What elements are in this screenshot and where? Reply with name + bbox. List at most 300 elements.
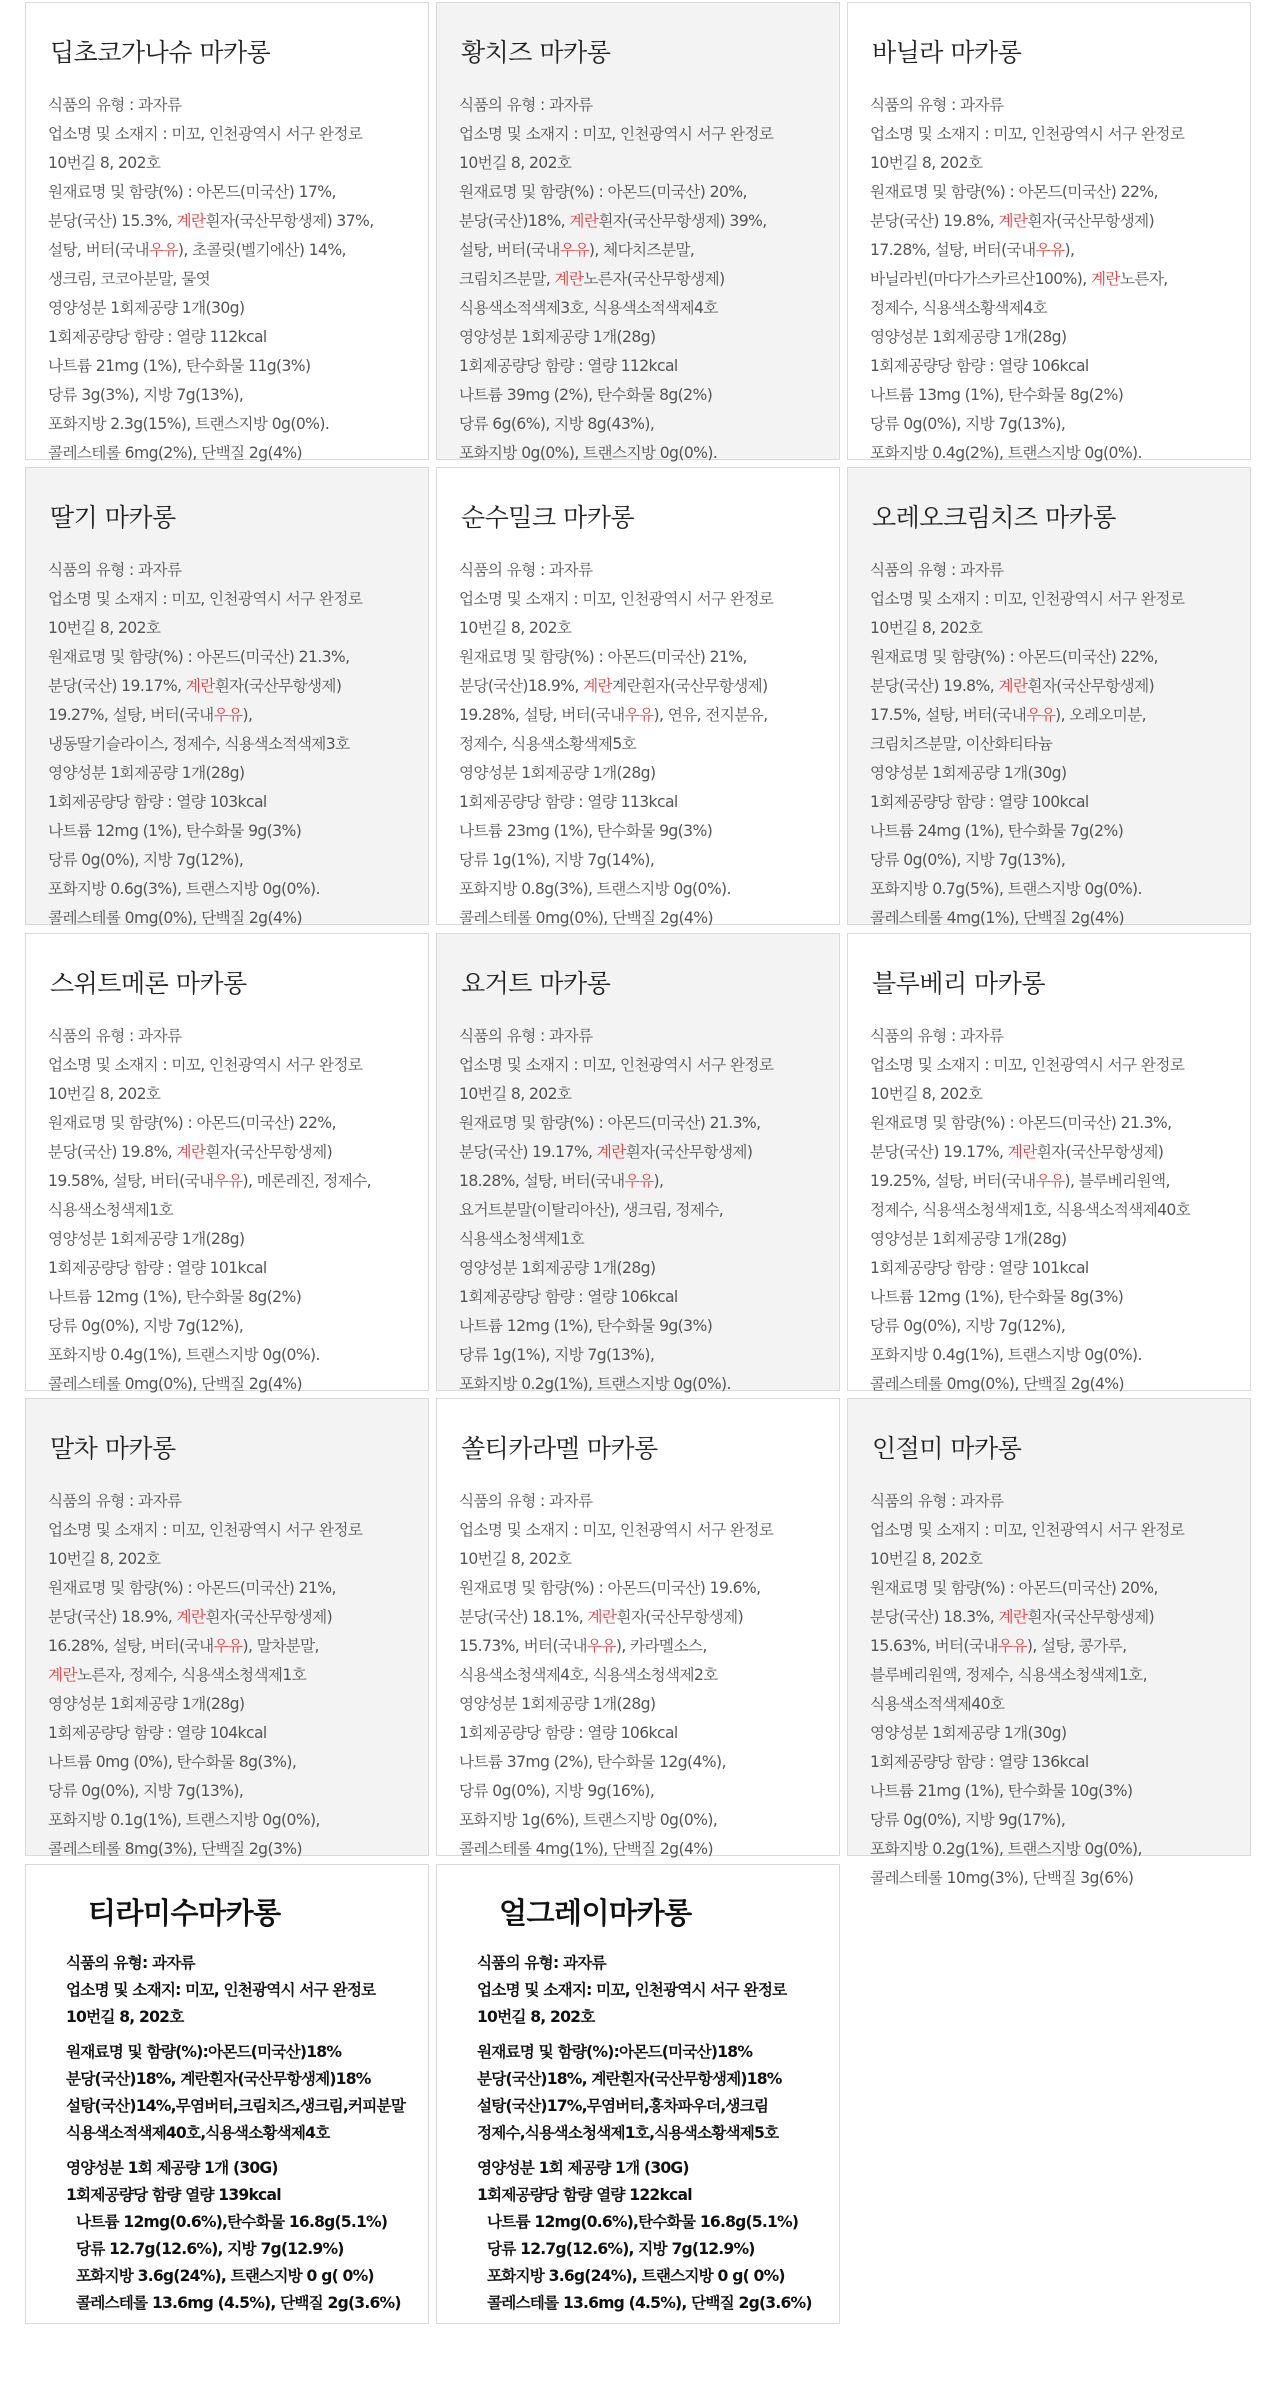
info-line (459, 1341, 817, 1370)
info-text: 포화지방 0.1g(1%), 트랜스지방 0g(0%), (48, 1811, 320, 1829)
info-text: 냉동딸기슬라이스, 정제수, 식용색소적색제3호 (48, 735, 350, 753)
info-line (459, 1167, 817, 1196)
product-title: 티라미수마카롱 (88, 1896, 281, 1930)
info-text: 포화지방 3.6g(24%), 트랜스지방 0 g( 0%) (76, 2267, 374, 2285)
info-text: 콜레스테롤 0mg(0%), 단백질 2g(4%) (48, 909, 302, 927)
info-text: 포화지방 1g(6%), 트랜스지방 0g(0%), (459, 1811, 718, 1829)
info-line (477, 2004, 817, 2031)
info-text: 포화지방 0g(0%), 트랜스지방 0g(0%). (459, 444, 718, 462)
info-text: 업소명 및 소재지 : 미꼬, 인천광역시 서구 완정로 (870, 1056, 1185, 1074)
info-line (48, 294, 406, 323)
info-line (459, 904, 817, 933)
info-text: 1회제공량당 함량 : 열량 112kcal (48, 328, 267, 346)
info-line (459, 236, 817, 265)
info-line (459, 730, 817, 759)
info-text: 콜레스테롤 10mg(3%), 단백질 3g(6%) (870, 1869, 1134, 1887)
product-title: 쏠티카라멜 마카롱 (461, 1434, 658, 1463)
info-text: 분당(국산) 18.1%, (459, 1608, 588, 1626)
info-text: 식품의 유형: 과자류 (66, 1954, 195, 1972)
info-text: 업소명 및 소재지 : 미꼬, 인천광역시 서구 완정로 (870, 1521, 1185, 1539)
info-text: 업소명 및 소재지 : 미꼬, 인천광역시 서구 완정로 (870, 590, 1185, 608)
info-text: 정제수, 식용색소황색제4호 (870, 299, 1048, 317)
info-text: ), 블루베리원액, (1064, 1172, 1170, 1190)
info-text: 분당(국산) 19.17%, (48, 677, 186, 695)
info-line (48, 904, 406, 933)
info-line (459, 1661, 817, 1690)
info-line (459, 178, 817, 207)
info-text: ), (653, 1172, 664, 1190)
allergen-highlight: 계란 (583, 677, 613, 695)
info-text: 당류 0g(0%), 지방 7g(13%), (870, 851, 1066, 869)
info-text: 10번길 8, 202호 (870, 1550, 983, 1568)
info-line (66, 1977, 406, 2004)
info-text: 나트륨 23mg (1%), 탄수화물 9g(3%) (459, 822, 713, 840)
product-card (436, 2, 840, 460)
info-line (870, 1167, 1228, 1196)
info-text: 원재료명 및 함량(%) : 아몬드(미국산) 20%, (870, 1579, 1158, 1597)
info-line (48, 788, 406, 817)
info-text: 식품의 유형: 과자류 (477, 1954, 606, 1972)
info-line (870, 701, 1228, 730)
product-title: 스위트메론 마카롱 (50, 969, 247, 998)
info-text: 분당(국산) 18.9%, (48, 1608, 177, 1626)
info-text: 1회제공량당 함량 : 열량 100kcal (870, 793, 1089, 811)
info-text: 영양성분 1회 제공량 1개 (30G) (477, 2159, 689, 2177)
info-text: 업소명 및 소재지: 미꼬, 인천광역시 서구 완정로 (477, 1981, 787, 1999)
info-text: 1회제공량당 함량 : 열량 112kcal (459, 357, 678, 375)
info-text: 업소명 및 소재지 : 미꼬, 인천광역시 서구 완정로 (459, 1521, 774, 1539)
info-line (48, 91, 406, 120)
info-text: 19.58%, 설탕, 버터(국내 (48, 1172, 214, 1190)
info-line (459, 1603, 817, 1632)
info-line (870, 265, 1228, 294)
info-line (459, 1022, 817, 1051)
info-line (870, 1574, 1228, 1603)
nutrition-info (459, 1950, 817, 2317)
info-line (459, 1516, 817, 1545)
info-text: 영양성분 1회제공량 1개(28g) (870, 1230, 1067, 1248)
info-text: 원재료명 및 함량(%) : 아몬드(미국산) 21.3%, (459, 1114, 761, 1132)
info-line (459, 759, 817, 788)
info-text: ), 말차분말, (242, 1637, 319, 1655)
info-line (48, 1196, 406, 1225)
info-text: 식품의 유형 : 과자류 (870, 1492, 1004, 1510)
info-line (48, 178, 406, 207)
allergen-highlight: 우유 (1026, 706, 1056, 724)
info-text: 10번길 8, 202호 (477, 2008, 595, 2026)
info-text: 식품의 유형 : 과자류 (48, 1027, 182, 1045)
info-text: 나트륨 13mg (1%), 탄수화물 8g(2%) (870, 386, 1124, 404)
info-line (870, 817, 1228, 846)
info-line (870, 1835, 1228, 1864)
allergen-highlight: 우유 (1035, 241, 1065, 259)
info-text: 흰자(국산무항생제) (1027, 1608, 1155, 1626)
nutrition-info (48, 1487, 406, 1864)
info-line (870, 1864, 1228, 1893)
info-text: 당류 6g(6%), 지방 8g(43%), (459, 415, 655, 433)
info-text: 10번길 8, 202호 (48, 1550, 161, 1568)
info-line (48, 759, 406, 788)
info-text: 콜레스테롤 13.6mg (4.5%), 단백질 2g(3.6%) (487, 2294, 812, 2312)
info-line (870, 207, 1228, 236)
allergen-highlight: 우유 (148, 241, 178, 259)
info-line (459, 149, 817, 178)
info-text: 설탕, 버터(국내 (459, 241, 560, 259)
info-text: 노른자(국산무항생제) (583, 270, 725, 288)
allergen-highlight: 계란 (176, 212, 206, 230)
info-line (48, 1341, 406, 1370)
info-text: 원재료명 및 함량(%) : 아몬드(미국산) 22%, (48, 1114, 336, 1132)
info-text: 나트륨 21mg (1%), 탄수화물 11g(3%) (48, 357, 311, 375)
info-text: 10번길 8, 202호 (66, 2008, 184, 2026)
info-text: 식품의 유형 : 과자류 (459, 561, 593, 579)
info-text: 당류 12.7g(12.6%), 지방 7g(12.9%) (487, 2240, 755, 2258)
info-line (870, 1777, 1228, 1806)
info-text: 영양성분 1회제공량 1개(28g) (870, 328, 1067, 346)
info-line (459, 672, 817, 701)
info-text: 10번길 8, 202호 (459, 154, 572, 172)
product-card (847, 933, 1251, 1391)
info-line (459, 875, 817, 904)
info-text: 원재료명 및 함량(%):아몬드(미국산)18% (66, 2043, 342, 2061)
product-title: 말차 마카롱 (50, 1434, 176, 1463)
info-text: 식품의 유형 : 과자류 (870, 96, 1004, 114)
info-text: 16.28%, 설탕, 버터(국내 (48, 1637, 214, 1655)
info-line (870, 1748, 1228, 1777)
info-text: 나트륨 12mg (1%), 탄수화물 8g(2%) (48, 1288, 302, 1306)
product-title: 순수밀크 마카롱 (461, 503, 634, 532)
info-line (66, 2290, 406, 2317)
info-text: 분당(국산)18%, (459, 212, 570, 230)
product-title: 황치즈 마카롱 (461, 38, 611, 67)
info-text: 노른자, 정제수, 식용색소청색제1호 (76, 1666, 307, 1684)
info-text: 흰자(국산무항생제) (214, 677, 342, 695)
info-text: 원재료명 및 함량(%) : 아몬드(미국산) 21.3%, (48, 648, 350, 666)
info-text: 영양성분 1회제공량 1개(28g) (48, 764, 245, 782)
info-line (459, 1574, 817, 1603)
allergen-highlight: 우유 (213, 1172, 243, 1190)
info-text: 분당(국산) 19.8%, (48, 1143, 177, 1161)
info-text: 10번길 8, 202호 (48, 619, 161, 637)
info-line (459, 614, 817, 643)
info-line (870, 1312, 1228, 1341)
info-text: 식품의 유형 : 과자류 (459, 96, 593, 114)
info-line (870, 1370, 1228, 1399)
info-line (477, 2066, 817, 2093)
info-text: 당류 0g(0%), 지방 7g(12%), (48, 1317, 244, 1335)
info-line (870, 585, 1228, 614)
info-text: 1회제공량당 함량 : 열량 136kcal (870, 1753, 1089, 1771)
info-line (870, 381, 1228, 410)
info-text: 당류 0g(0%), 지방 7g(12%), (870, 1317, 1066, 1335)
info-text: 업소명 및 소재지 : 미꼬, 인천광역시 서구 완정로 (459, 1056, 774, 1074)
info-line (66, 2039, 406, 2066)
info-line (48, 1545, 406, 1574)
info-line (870, 236, 1228, 265)
info-line (48, 207, 406, 236)
info-text: 19.28%, 설탕, 버터(국내 (459, 706, 625, 724)
info-line (477, 2290, 817, 2317)
info-line (477, 2263, 817, 2290)
info-line (870, 1603, 1228, 1632)
info-text: 나트륨 37mg (2%), 탄수화물 12g(4%), (459, 1753, 726, 1771)
info-line (48, 1719, 406, 1748)
info-text: ), 체다치즈분말, (588, 241, 695, 259)
info-text: 10번길 8, 202호 (48, 1085, 161, 1103)
info-text: 영양성분 1회제공량 1개(30g) (870, 764, 1067, 782)
info-line (459, 207, 817, 236)
info-text: 1회제공량당 함량 열량 139kcal (66, 2186, 281, 2204)
info-line (870, 1661, 1228, 1690)
allergen-highlight: 계란 (998, 1608, 1028, 1626)
info-line (870, 672, 1228, 701)
info-line (48, 410, 406, 439)
info-text: 업소명 및 소재지: 미꼬, 인천광역시 서구 완정로 (66, 1981, 376, 1999)
product-card (436, 933, 840, 1391)
info-text: 영양성분 1회제공량 1개(28g) (459, 328, 656, 346)
nutrition-info (870, 556, 1228, 933)
allergen-highlight: 계란 (48, 1666, 77, 1684)
info-line (870, 1051, 1228, 1080)
info-line (48, 1109, 406, 1138)
info-line (48, 323, 406, 352)
info-line (870, 614, 1228, 643)
info-line (870, 120, 1228, 149)
info-line (459, 1080, 817, 1109)
info-text: 식품의 유형 : 과자류 (870, 1027, 1004, 1045)
info-text: 원재료명 및 함량(%) : 아몬드(미국산) 20%, (459, 183, 747, 201)
info-line (66, 2093, 406, 2120)
info-text: 분당(국산) 19.8%, (870, 677, 999, 695)
info-text: 콜레스테롤 0mg(0%), 단백질 2g(4%) (459, 909, 713, 927)
info-line (459, 1370, 817, 1399)
product-card (436, 1864, 840, 2324)
info-text: 식품의 유형 : 과자류 (870, 561, 1004, 579)
product-card (436, 1398, 840, 1856)
info-text: 포화지방 0.4g(1%), 트랜스지방 0g(0%). (48, 1346, 320, 1364)
product-title: 딥초코가나슈 마카롱 (50, 38, 271, 67)
product-title: 딸기 마카롱 (50, 503, 176, 532)
info-text: 분당(국산) 19.17%, (459, 1143, 597, 1161)
info-text: 업소명 및 소재지 : 미꼬, 인천광역시 서구 완정로 (870, 125, 1185, 143)
info-line (459, 1254, 817, 1283)
info-text: 흰자(국산무항생제) (1027, 677, 1155, 695)
nutrition-info (870, 91, 1228, 497)
info-text: 식용색소적색제40호,식용색소황색제4호 (66, 2124, 330, 2142)
allergen-highlight: 우유 (1035, 1172, 1065, 1190)
info-text: ), 연유, 전지분유, (653, 706, 768, 724)
info-line (459, 1283, 817, 1312)
info-line (477, 2182, 817, 2209)
info-text: 식품의 유형 : 과자류 (459, 1492, 593, 1510)
info-text: 식품의 유형 : 과자류 (48, 96, 182, 114)
allergen-highlight: 계란 (1090, 270, 1120, 288)
info-line (48, 1312, 406, 1341)
allergen-highlight: 계란 (596, 1143, 626, 1161)
info-line (48, 701, 406, 730)
info-text: 1회제공량당 함량 : 열량 106kcal (870, 357, 1089, 375)
info-text: 분당(국산) 19.17%, (870, 1143, 1008, 1161)
info-line (870, 759, 1228, 788)
info-text: 영양성분 1회제공량 1개(28g) (459, 1695, 656, 1713)
info-line (48, 1574, 406, 1603)
info-line (459, 846, 817, 875)
info-line (48, 1167, 406, 1196)
info-line (48, 846, 406, 875)
info-line (66, 2236, 406, 2263)
nutrition-info (459, 91, 817, 497)
info-line (48, 1777, 406, 1806)
info-text: 노른자, (1119, 270, 1168, 288)
info-line (48, 875, 406, 904)
info-text: 흰자(국산무항생제) (205, 1143, 333, 1161)
info-text: 나트륨 12mg(0.6%),탄수화물 16.8g(5.1%) (487, 2213, 799, 2231)
info-text: ), 메론레진, 정제수, (242, 1172, 372, 1190)
product-card (847, 467, 1251, 925)
info-line (66, 2182, 406, 2209)
info-text: 10번길 8, 202호 (870, 154, 983, 172)
info-line (66, 2066, 406, 2093)
info-line (870, 1022, 1228, 1051)
info-line (459, 265, 817, 294)
info-line (48, 265, 406, 294)
info-line (459, 323, 817, 352)
info-line (459, 701, 817, 730)
info-text: 포화지방 0.8g(3%), 트랜스지방 0g(0%). (459, 880, 731, 898)
info-line (48, 1138, 406, 1167)
allergen-highlight: 우유 (213, 706, 243, 724)
info-text: 17.28%, 설탕, 버터(국내 (870, 241, 1036, 259)
product-title: 오레오크림치즈 마카롱 (872, 503, 1116, 532)
info-text: 흰자(국산무항생제) 37%, (205, 212, 374, 230)
info-line (459, 1196, 817, 1225)
info-line (870, 294, 1228, 323)
info-line (48, 1370, 406, 1399)
info-text: 분당(국산)18%, 계란흰자(국산무항생제)18% (477, 2070, 782, 2088)
info-text: 당류 1g(1%), 지방 7g(14%), (459, 851, 655, 869)
info-text: 영양성분 1회제공량 1개(28g) (459, 764, 656, 782)
info-text: 10번길 8, 202호 (459, 1085, 572, 1103)
info-text: 영양성분 1회제공량 1개(28g) (48, 1695, 245, 1713)
info-text: 10번길 8, 202호 (459, 1550, 572, 1568)
info-text: 업소명 및 소재지 : 미꼬, 인천광역시 서구 완정로 (48, 590, 363, 608)
product-title: 인절미 마카롱 (872, 1434, 1022, 1463)
info-line (477, 2155, 817, 2182)
info-line (48, 1080, 406, 1109)
info-line (870, 91, 1228, 120)
info-line (48, 352, 406, 381)
allergen-highlight: 계란 (587, 1608, 617, 1626)
info-text: 영양성분 1회제공량 1개(28g) (48, 1230, 245, 1248)
allergen-highlight: 계란 (569, 212, 599, 230)
info-line (870, 178, 1228, 207)
product-card (436, 467, 840, 925)
info-line (459, 294, 817, 323)
info-line (48, 730, 406, 759)
info-line (48, 643, 406, 672)
info-text: 식품의 유형 : 과자류 (48, 1492, 182, 1510)
info-line (459, 1545, 817, 1574)
info-text: 포화지방 0.6g(3%), 트랜스지방 0g(0%). (48, 880, 320, 898)
info-line (870, 1196, 1228, 1225)
info-line (48, 1487, 406, 1516)
info-text: 17.5%, 설탕, 버터(국내 (870, 706, 1027, 724)
info-text: 식용색소청색제1호 (48, 1201, 174, 1219)
product-title: 요거트 마카롱 (461, 969, 611, 998)
info-text: 포화지방 0.2g(1%), 트랜스지방 0g(0%), (870, 1840, 1142, 1858)
product-card (847, 2, 1251, 460)
info-line (48, 1690, 406, 1719)
product-card (25, 1398, 429, 1856)
info-text: 식용색소청색제1호 (459, 1230, 585, 1248)
info-line (48, 1051, 406, 1080)
info-text: ), 오레오미분, (1055, 706, 1147, 724)
allergen-highlight: 계란 (176, 1143, 206, 1161)
info-text: 나트륨 12mg (1%), 탄수화물 9g(3%) (48, 822, 302, 840)
allergen-highlight: 우유 (586, 1637, 616, 1655)
info-line (48, 1748, 406, 1777)
nutrition-info (870, 1022, 1228, 1399)
info-line (48, 672, 406, 701)
info-line (459, 352, 817, 381)
info-text: 흰자(국산무항생제) (616, 1608, 744, 1626)
info-line (870, 1254, 1228, 1283)
info-text: 설탕, 버터(국내 (48, 241, 149, 259)
info-line (459, 817, 817, 846)
info-text: 1회제공량당 함량 : 열량 101kcal (870, 1259, 1089, 1277)
info-line (870, 410, 1228, 439)
info-line (870, 846, 1228, 875)
info-line (48, 149, 406, 178)
info-line (870, 323, 1228, 352)
info-text: 19.27%, 설탕, 버터(국내 (48, 706, 214, 724)
info-text: 1회제공량당 함량 : 열량 106kcal (459, 1288, 678, 1306)
info-text: 15.63%, 버터(국내 (870, 1637, 998, 1655)
allergen-highlight: 계란 (176, 1608, 206, 1626)
nutrition-info (48, 556, 406, 933)
info-text: 포화지방 0.4g(1%), 트랜스지방 0g(0%). (870, 1346, 1142, 1364)
info-text: 1회제공량당 함량 : 열량 101kcal (48, 1259, 267, 1277)
info-line (48, 1283, 406, 1312)
info-line (48, 439, 406, 468)
info-text: 원재료명 및 함량(%) : 아몬드(미국산) 19.6%, (459, 1579, 761, 1597)
info-line (870, 1719, 1228, 1748)
info-line (459, 1806, 817, 1835)
info-line (66, 2120, 406, 2147)
info-text: 원재료명 및 함량(%) : 아몬드(미국산) 17%, (48, 183, 336, 201)
info-text: 포화지방 3.6g(24%), 트랜스지방 0 g( 0%) (487, 2267, 785, 2285)
info-line (48, 585, 406, 614)
info-text: 분당(국산) 19.8%, (870, 212, 999, 230)
info-text: 콜레스테롤 6mg(2%), 단백질 2g(4%) (48, 444, 302, 462)
info-line (870, 904, 1228, 933)
info-line (459, 1777, 817, 1806)
info-text: 분당(국산) 15.3%, (48, 212, 177, 230)
info-line (48, 817, 406, 846)
product-title: 얼그레이마카롱 (499, 1896, 692, 1930)
info-line (459, 439, 817, 468)
info-line (870, 1341, 1228, 1370)
info-line (459, 1138, 817, 1167)
info-text: 크림치즈분말, (459, 270, 555, 288)
allergen-highlight: 계란 (998, 212, 1028, 230)
product-title: 블루베리 마카롱 (872, 969, 1045, 998)
info-text: 정제수, 식용색소청색제1호, 식용색소적색제40호 (870, 1201, 1191, 1219)
info-line (477, 1950, 817, 1977)
info-line (870, 556, 1228, 585)
info-text: 계란흰자(국산무항생제) (612, 677, 768, 695)
info-text: ), 초콜릿(벨기에산) 14%, (177, 241, 346, 259)
